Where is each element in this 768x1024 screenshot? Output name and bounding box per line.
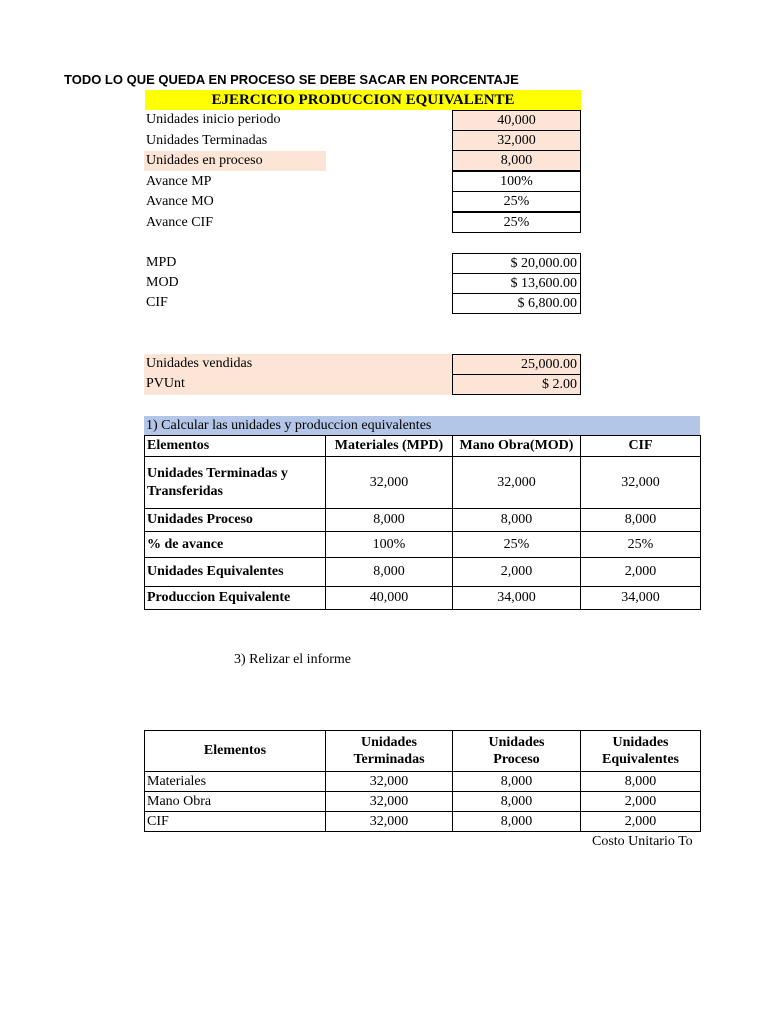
input-label: Unidades inicio periodo [146,112,281,127]
table-row [145,812,701,832]
table2-header: Unidades Terminadas [326,731,453,772]
table-cell[interactable]: 8,000 [453,812,581,832]
row-label: Unidades Proceso [145,509,326,532]
section3-heading: 3) Relizar el informe [234,652,352,667]
cost-label: CIF [146,295,168,310]
equivalent-production-table [144,435,701,610]
table-row [145,558,701,587]
input-value[interactable]: 25% [452,212,581,233]
row-label: CIF [145,812,326,832]
table1-header: Mano Obra(MOD) [453,436,581,457]
input-value[interactable]: 25% [452,191,581,212]
table-cell[interactable]: 8,000 [453,509,581,532]
sales-value[interactable]: 25,000.00 [452,354,581,375]
table-cell[interactable]: 32,000 [326,812,453,832]
table-cell[interactable]: 25% [453,532,581,558]
input-label: Avance CIF [146,215,213,230]
table-cell[interactable]: 34,000 [581,587,701,610]
table-cell[interactable]: 2,000 [581,792,701,812]
cost-value[interactable]: $ 13,600.00 [452,273,581,294]
input-label: Unidades Terminadas [146,133,268,148]
table-row [145,587,701,610]
cost-label: MPD [146,255,177,270]
table-cell[interactable]: 40,000 [326,587,453,610]
table-cell[interactable]: 8,000 [453,792,581,812]
table-row [145,457,701,509]
row-label: Unidades Equivalentes [145,558,326,587]
row-label: Materiales [145,772,326,792]
unit-cost-label: Costo Unitario To [592,834,693,849]
table-cell[interactable]: 32,000 [326,772,453,792]
row-label: Mano Obra [145,792,326,812]
table-cell[interactable]: 2,000 [581,558,701,587]
table-cell[interactable]: 100% [326,532,453,558]
row-label: Unidades Terminadas y Transferidas [145,457,326,509]
cost-value[interactable]: $ 20,000.00 [452,253,581,274]
cost-label: MOD [146,275,179,290]
input-value[interactable]: 32,000 [452,130,581,151]
table-cell[interactable]: 8,000 [326,558,453,587]
input-label: Avance MP [146,174,212,189]
table-row [145,509,701,532]
table2-header: Unidades Proceso [453,731,581,772]
cost-value[interactable]: $ 6,800.00 [452,293,581,314]
table-row [145,772,701,792]
table-cell[interactable]: 32,000 [326,457,453,509]
table-cell[interactable]: 2,000 [581,812,701,832]
table1-caption: 1) Calcular las unidades y produccion equivalentes [144,416,700,436]
page-note: TODO LO QUE QUEDA EN PROCESO SE DEBE SACAR EN PORCENTAJE [64,72,519,87]
input-value[interactable]: 8,000 [452,150,581,171]
exercise-title: EJERCICIO PRODUCCION EQUIVALENTE [145,90,581,110]
table-cell[interactable]: 8,000 [453,772,581,792]
input-value[interactable]: 100% [452,171,581,192]
sales-value[interactable]: $ 2.00 [452,374,581,395]
table-cell[interactable]: 25% [581,532,701,558]
table-cell[interactable]: 8,000 [581,772,701,792]
row-label: % de avance [145,532,326,558]
table2-header: Unidades Equivalentes [581,731,701,772]
input-value[interactable]: 40,000 [452,110,581,131]
row-label: Produccion Equivalente [145,587,326,610]
table-cell[interactable]: 2,000 [453,558,581,587]
table1-header: Materiales (MPD) [326,436,453,457]
table-cell[interactable]: 34,000 [453,587,581,610]
table-cell[interactable]: 32,000 [326,792,453,812]
table-row [145,532,701,558]
input-label: Avance MO [146,194,214,209]
table1-header: CIF [581,436,701,457]
table2-header: Elementos [145,731,326,772]
table-row [145,792,701,812]
table-cell[interactable]: 32,000 [453,457,581,509]
input-label: Unidades en proceso [144,151,326,171]
table-cell[interactable]: 32,000 [581,457,701,509]
report-table [144,730,701,832]
sales-label: PVUnt [144,374,452,395]
sales-label: Unidades vendidas [144,354,452,374]
table-cell[interactable]: 8,000 [326,509,453,532]
table-cell[interactable]: 8,000 [581,509,701,532]
table1-header: Elementos [145,436,326,457]
